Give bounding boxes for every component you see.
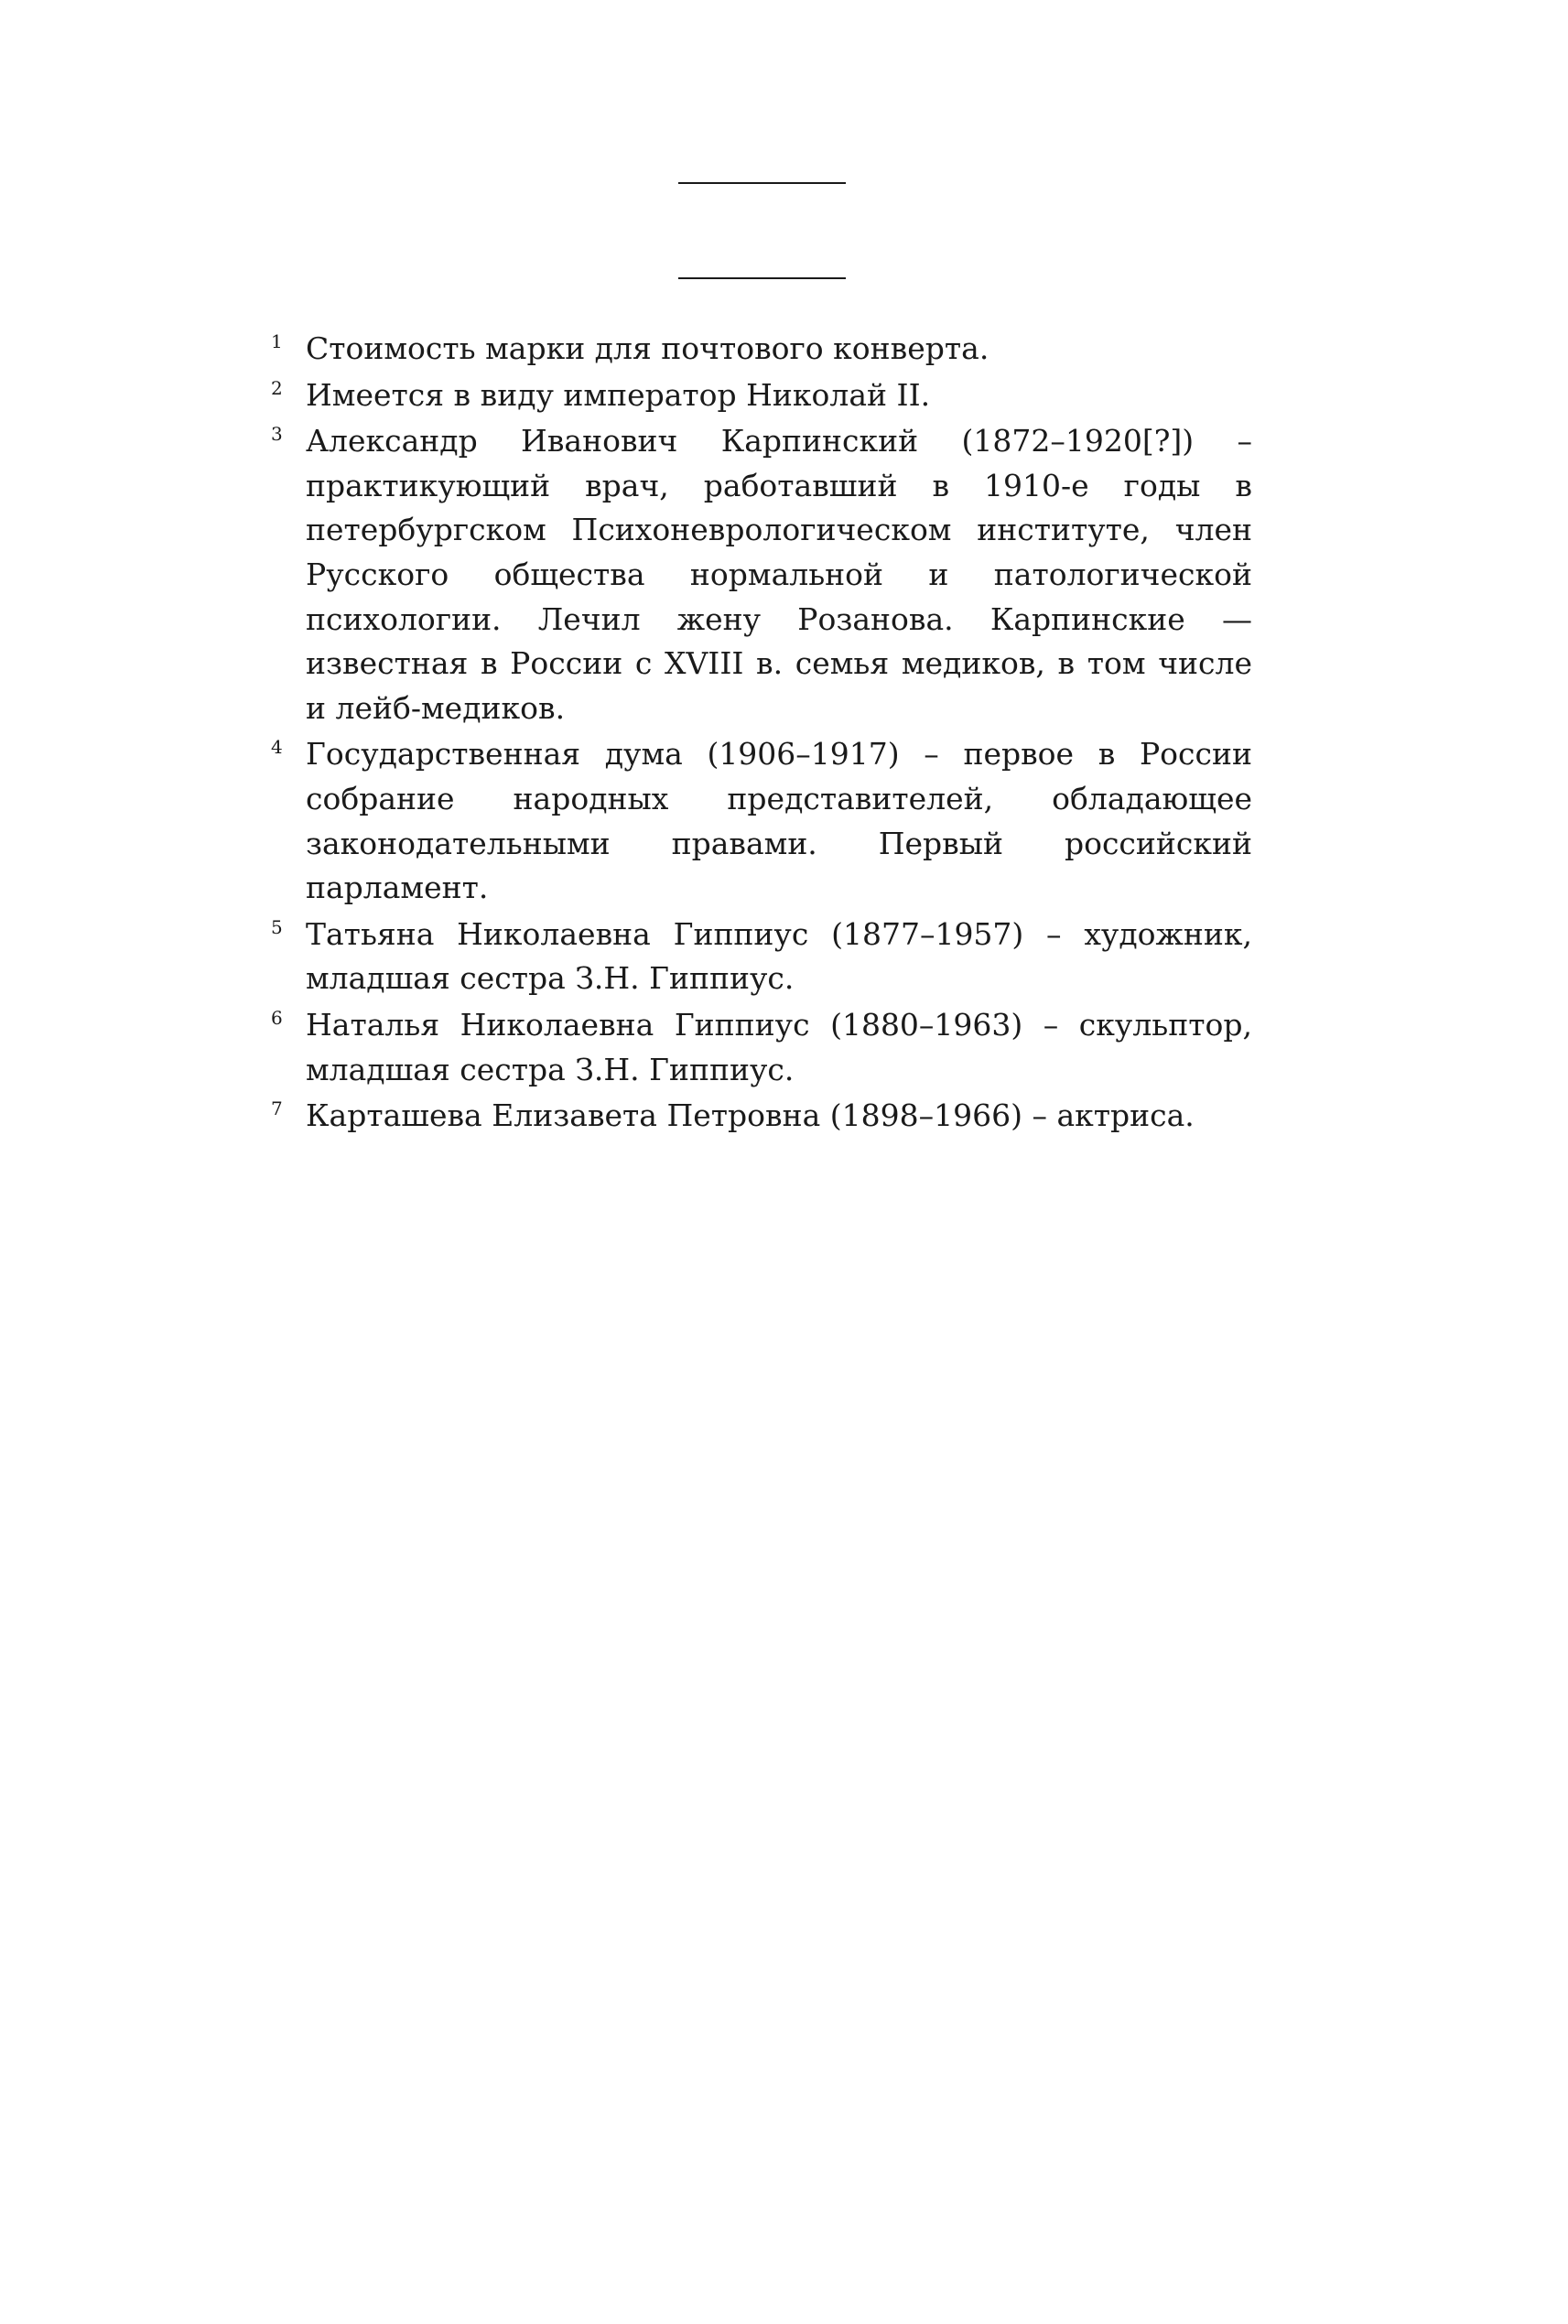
footnote-text: Государственная дума (1906–1917) – первое в России собрание народных представителей, обладающее законодательными правами. Первый российский парламент. — [306, 736, 1252, 906]
section-divider-top — [678, 182, 846, 184]
footnote-separator — [678, 277, 846, 279]
footnote-number: 6 — [271, 1006, 283, 1029]
footnote-number: 7 — [271, 1097, 283, 1120]
footnotes-list — [271, 327, 1252, 1139]
footnote-text: Имеется в виду император Николай II. — [306, 376, 931, 413]
footnote-item — [271, 419, 1252, 730]
footnote-text: Татьяна Николаевна Гиппиус (1877–1957) – художник, младшая сестра З.Н. Гиппиус. — [306, 915, 1252, 997]
footnote-item — [271, 1003, 1252, 1092]
footnote-item — [271, 327, 1252, 372]
footnote-number: 4 — [271, 736, 283, 759]
footnote-item — [271, 913, 1252, 1001]
footnote-item — [271, 732, 1252, 910]
footnote-number: 3 — [271, 423, 283, 446]
footnote-text: Наталья Николаевна Гиппиус (1880–1963) – скульптор, младшая сестра З.Н. Гиппиус. — [306, 1006, 1252, 1087]
footnote-text: Александр Иванович Карпинский (1872–1920[?]) – практикующий врач, работавший в 1910-е годы в петербургском Психоневрологическом институте, член Русского общества нормальной и патологической психологии. Лечил жену Розанова. Карпинские — известная в России с XVIII в. семья медиков, в том числе и лейб-медиков. — [306, 423, 1252, 726]
footnote-item — [271, 373, 1252, 418]
footnote-text: Карташева Елизавета Петровна (1898–1966) – актриса. — [306, 1097, 1195, 1134]
footnote-text: Стоимость марки для почтового конверта. — [306, 330, 989, 366]
footnote-item — [271, 1094, 1252, 1139]
footnote-number: 2 — [271, 376, 283, 399]
footnote-number: 5 — [271, 915, 283, 938]
footnote-number: 1 — [271, 330, 283, 352]
